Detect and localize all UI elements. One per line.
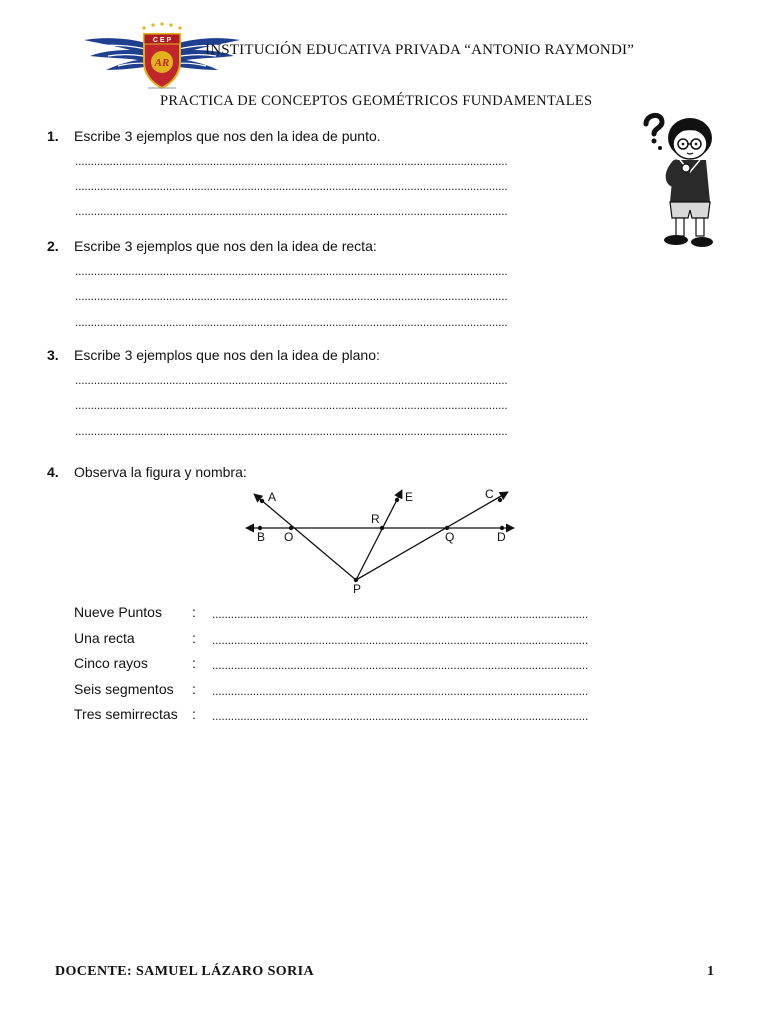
answer-line[interactable]: .......................................................................................................................................... bbox=[75, 289, 508, 303]
geometry-figure bbox=[240, 484, 520, 596]
item-colon: : bbox=[192, 655, 196, 671]
svg-text:AR: AR bbox=[154, 57, 170, 69]
answer-line[interactable]: .......................................................................................................................................... bbox=[75, 154, 508, 168]
answer-line[interactable]: .......................................................................................................................................... bbox=[75, 264, 508, 278]
item-colon: : bbox=[192, 681, 196, 697]
item-answer-line[interactable]: ........................................................................................................................ bbox=[212, 684, 589, 698]
question-4-text: Observa la figura y nombra: bbox=[74, 464, 247, 480]
label-c: C bbox=[485, 487, 494, 501]
item-answer-line[interactable]: ........................................................................................................................ bbox=[212, 607, 589, 621]
label-p: P bbox=[353, 582, 362, 596]
item-label-one-line: Una recta bbox=[74, 630, 135, 646]
question-1-text: Escribe 3 ejemplos que nos den la idea de punto. bbox=[74, 128, 381, 144]
answer-line[interactable]: .......................................................................................................................................... bbox=[75, 424, 508, 438]
question-2-number: 2. bbox=[47, 238, 59, 254]
svg-text:C E P: C E P bbox=[152, 37, 172, 44]
answer-line[interactable]: .......................................................................................................................................... bbox=[75, 315, 508, 329]
question-4-number: 4. bbox=[47, 464, 59, 480]
question-2-text: Escribe 3 ejemplos que nos den la idea de recta: bbox=[74, 238, 377, 254]
item-answer-line[interactable]: ........................................................................................................................ bbox=[212, 658, 589, 672]
answer-line[interactable]: .......................................................................................................................................... bbox=[75, 204, 508, 218]
item-colon: : bbox=[192, 706, 196, 722]
practice-title: PRACTICA DE CONCEPTOS GEOMÉTRICOS FUNDAMENTALES bbox=[160, 93, 593, 109]
point-c bbox=[498, 498, 502, 502]
label-e: E bbox=[405, 490, 414, 504]
question-mark-icon bbox=[646, 115, 662, 150]
institution-title: INSTITUCIÓN EDUCATIVA PRIVADA “ANTONIO RAYMONDI” bbox=[205, 42, 635, 58]
point-e bbox=[395, 498, 399, 502]
label-b: B bbox=[257, 530, 266, 544]
item-answer-line[interactable]: ........................................................................................................................ bbox=[212, 709, 589, 723]
question-3-number: 3. bbox=[47, 347, 59, 363]
stars-icon bbox=[142, 22, 181, 29]
point-a bbox=[260, 499, 264, 503]
item-answer-line[interactable]: ........................................................................................................................ bbox=[212, 633, 589, 647]
school-logo bbox=[82, 22, 242, 96]
answer-line[interactable]: .......................................................................................................................................... bbox=[75, 373, 508, 387]
answer-line[interactable]: .......................................................................................................................................... bbox=[75, 398, 508, 412]
label-d: D bbox=[497, 530, 506, 544]
footer-teacher: DOCENTE: SAMUEL LÁZARO SORIA bbox=[55, 964, 314, 979]
answer-line[interactable]: .......................................................................................................................................... bbox=[75, 179, 508, 193]
item-colon: : bbox=[192, 604, 196, 620]
item-label-three-half-lines: Tres semirrectas bbox=[74, 706, 178, 722]
label-q: Q bbox=[445, 530, 455, 544]
label-a: A bbox=[268, 490, 277, 504]
label-o: O bbox=[284, 530, 294, 544]
thinking-boy-illustration bbox=[640, 110, 720, 252]
page-number: 1 bbox=[707, 964, 714, 979]
ray-pa bbox=[254, 494, 356, 580]
item-label-five-rays: Cinco rayos bbox=[74, 655, 148, 671]
item-label-six-segments: Seis segmentos bbox=[74, 681, 174, 697]
label-r: R bbox=[371, 512, 380, 526]
question-3-text: Escribe 3 ejemplos que nos den la idea de plano: bbox=[74, 347, 380, 363]
point-r bbox=[380, 526, 384, 530]
item-label-nine-points: Nueve Puntos bbox=[74, 604, 162, 620]
question-1-number: 1. bbox=[47, 128, 59, 144]
item-colon: : bbox=[192, 630, 196, 646]
